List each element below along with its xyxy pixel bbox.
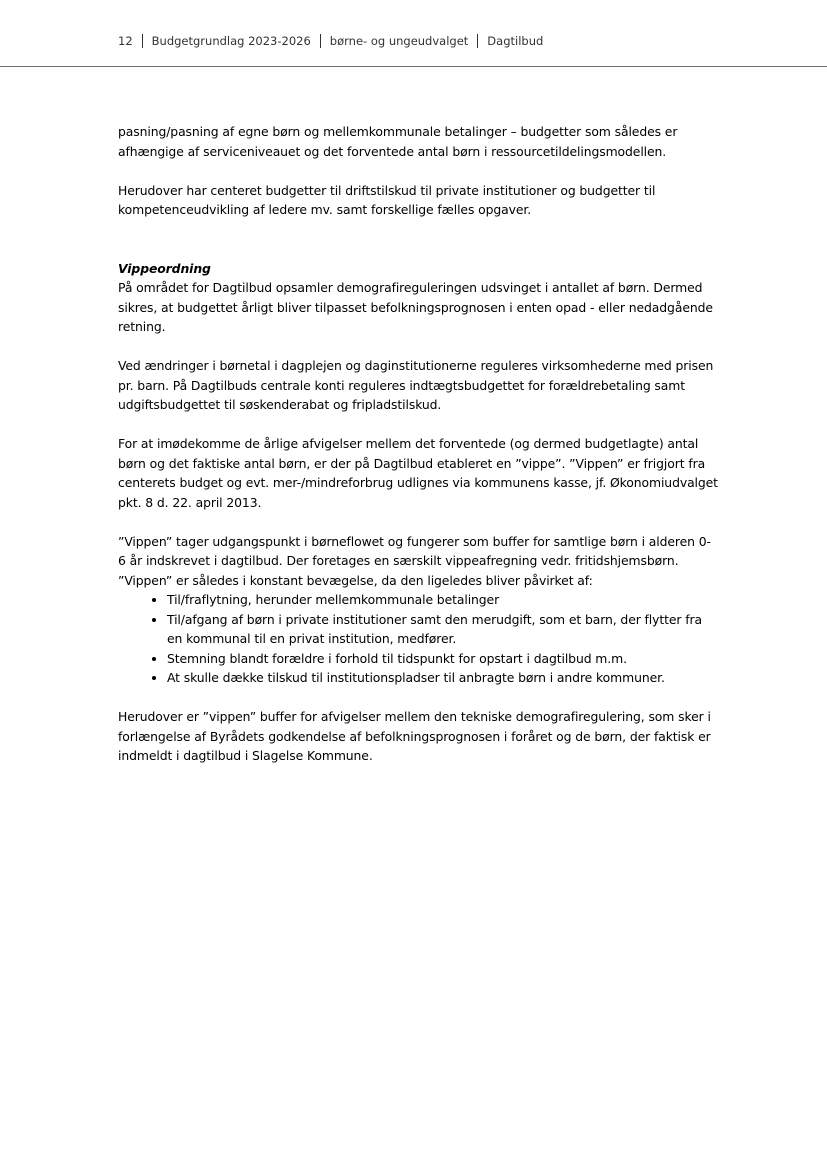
- list-item: • At skulle dække tilskud til institutionspladser til anbragte børn i andre kommuner.: [167, 668, 718, 688]
- section-heading: Vippeordning: [118, 260, 211, 276]
- section-name: Dagtilbud: [487, 34, 544, 48]
- paragraph: Herudover har centeret budgetter til driftstilskud til private institutioner og budgetter til kompetenceudvikling af ledere mv. samt forskellige fælles opgaver.: [118, 182, 656, 217]
- page-header: [0, 0, 827, 67]
- paragraph: ”Vippen” er således i konstant bevægelse, da den ligeledes bliver påvirket af:: [118, 572, 593, 588]
- list-item: • Til/afgang af børn i private institutioner samt den merudgift, som et barn, der flytter fra en kommunal til en privat institution, medfører.: [167, 610, 718, 649]
- list-item: • Til/fraflytning, herunder mellemkommunale betalinger: [167, 590, 718, 610]
- list-item: • Stemning blandt forældre i forhold til tidspunkt for opstart i dagtilbud m.m.: [167, 649, 718, 669]
- header-separator: [320, 34, 321, 48]
- paragraph: Ved ændringer i børnetal i dagplejen og daginstitutionerne reguleres virksomhederne med prisen pr. barn. På Dagtilbuds centrale konti reguleres indtægtsbudgettet for forældrebetaling samt udgiftsbudgettet til søskenderabat og fripladstilskud.: [118, 358, 714, 412]
- header-row: [118, 34, 543, 48]
- paragraph: pasning/pasning af egne børn og mellemkommunale betalinger – budgetter som således er afhængige af serviceniveauet og det forventede antal børn i ressourcetildelingsmodellen.: [118, 124, 678, 159]
- page-number: 12: [118, 34, 133, 48]
- paragraph: Herudover er ”vippen” buffer for afvigelser mellem den tekniske demografiregulering, som sker i forlængelse af Byrådets godkendelse af befolkningsprognosen i foråret og de børn, der faktisk er indmeldt i dagtilbud i Slagelse Kommune.: [118, 709, 711, 763]
- document-title: Budgetgrundlag 2023-2026: [151, 34, 311, 48]
- paragraph: For at imødekomme de årlige afvigelser mellem det forventede (og dermed budgetlagte) antal børn og det faktiske antal børn, er der på Dagtilbud etableret en ”vippe”. ”Vippen” er frigjort fra centerets budget og evt. mer-/mindreforbrug udlignes via kommunens kasse, jf. Økonomiudvalget pkt. 8 d. 22. april 2013.: [118, 436, 718, 510]
- header-separator: [142, 34, 143, 48]
- paragraph: ”Vippen” tager udgangspunkt i børneflowet og fungerer som buffer for samtlige børn i alderen 0-6 år indskrevet i dagtilbud. Der foretages en særskilt vippeafregning vedr. fritidshjemsbørn.: [118, 533, 711, 568]
- bullet-list: [118, 590, 718, 688]
- committee-name: børne- og ungeudvalget: [329, 34, 469, 48]
- header-separator: [477, 34, 478, 48]
- document-body: [118, 122, 718, 785]
- paragraph: På området for Dagtilbud opsamler demografireguleringen udsvinget i antallet af børn. Dermed sikres, at budgettet årligt bliver tilpasset befolkningsprognosen i enten opad - eller nedadgående retning.: [118, 280, 713, 334]
